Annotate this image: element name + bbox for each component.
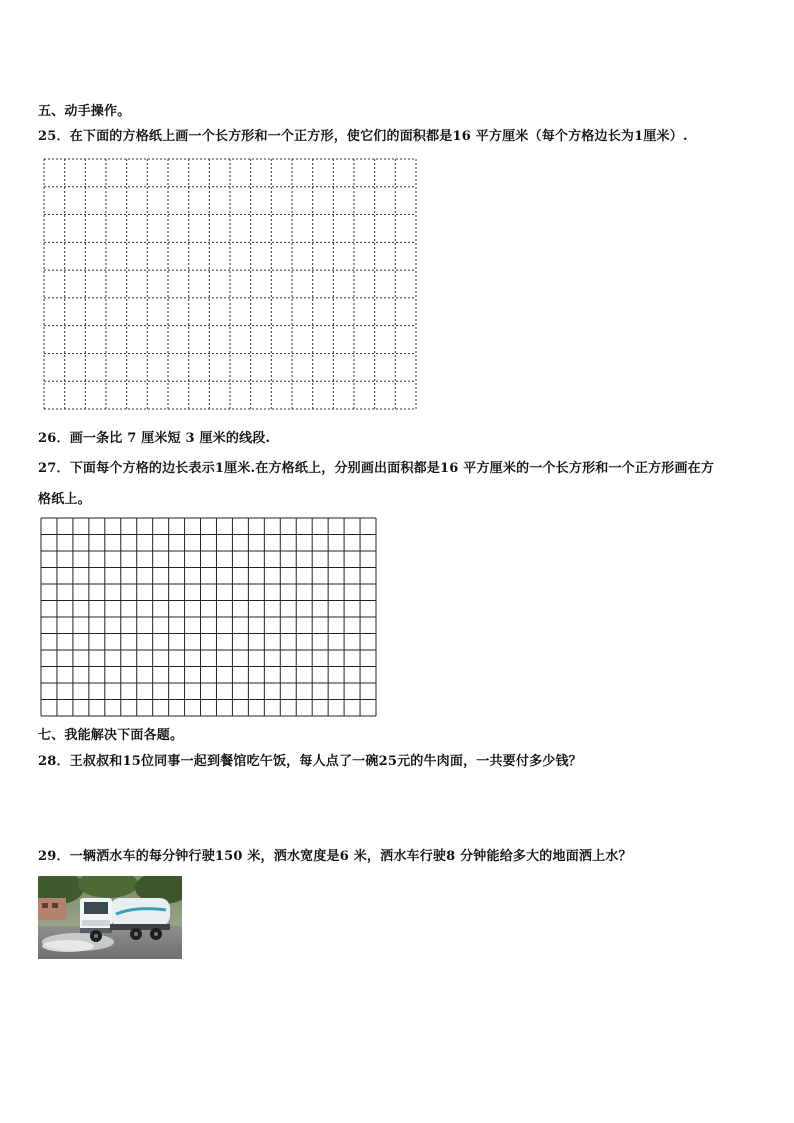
water-truck-photo — [38, 876, 182, 959]
question-25: 25．在下面的方格纸上画一个长方形和一个正方形，使它们的面积都是16 平方厘米（每个方格边长为1厘米）. — [38, 129, 688, 144]
question-29: 29．一辆洒水车的每分钟行驶150 米，洒水宽度是6 米，洒水车行驶8 分钟能给多大的地面洒上水？ — [38, 849, 632, 864]
solid-grid-paper[interactable] — [40, 517, 377, 717]
water-truck-illustration — [38, 876, 182, 959]
section-seven-heading: 七、我能解决下面各题。 — [38, 728, 184, 743]
section-five-heading: 五、动手操作。 — [38, 104, 131, 119]
question-27-line-2: 格纸上。 — [38, 492, 91, 507]
question-27-line-1: 27．下面每个方格的边长表示1厘米.在方格纸上，分别画出面积都是16 平方厘米的一个长方形和一个正方形画在方 — [38, 461, 715, 476]
question-26: 26．画一条比 7 厘米短 3 厘米的线段. — [38, 431, 271, 446]
question-28: 28．王叔叔和15位同事一起到餐馆吃午饭，每人点了一碗25元的牛肉面，一共要付多少钱？ — [38, 754, 582, 769]
dashed-grid-paper[interactable] — [43, 158, 417, 410]
